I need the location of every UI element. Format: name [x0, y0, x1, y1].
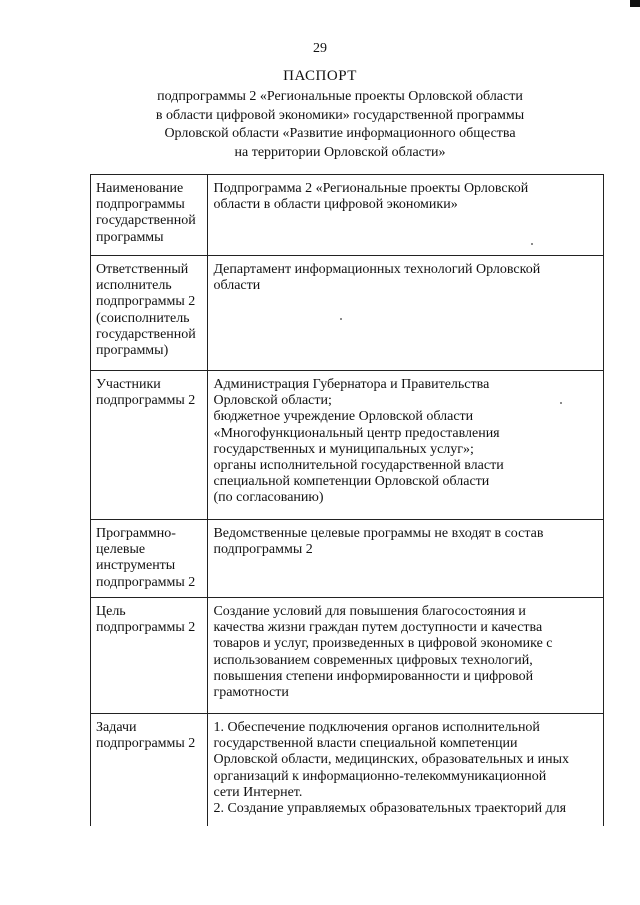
row-label: Наименование подпрограммы государственной программы	[91, 175, 208, 256]
scan-speck	[340, 318, 342, 320]
row-value: 1. Обеспечение подключения органов исполнительной государственной власти специальной компетенции Орловской области, медицинских, образовательных и иных организаций к информационно-телекоммуникационной сети Интернет. 2. Создание управляемых образовательных траекторий для	[208, 714, 604, 826]
row-label: Участники подпрограммы 2	[91, 371, 208, 520]
subtitle-line: Орловской области «Развитие информационного общества	[164, 126, 516, 141]
subtitle-line: подпрограммы 2 «Региональные проекты Орловской области	[157, 89, 523, 104]
row-value: Создание условий для повышения благосостояния и качества жизни граждан путем доступности и качества товаров и услуг, произведенных в цифровой экономике с использованием современных цифровых технологий, повышения степени информированности и цифровой грамотности	[208, 598, 604, 714]
scan-speck	[531, 243, 533, 245]
subtitle-line: на территории Орловской области»	[234, 144, 446, 160]
row-label: Цель подпрограммы 2	[91, 598, 208, 714]
document-subtitle	[130, 88, 550, 162]
scan-corner-mark	[630, 0, 640, 7]
page-number: 29	[313, 41, 327, 56]
row-value: Администрация Губернатора и Правительства Орловской области; бюджетное учреждение Орловской области «Многофункциональный центр предоставления государственных и муниципальных услуг»; органы исполнительной государственной власти специальной компетенции Орловской области (по согласованию)	[208, 371, 604, 520]
row-value: Ведомственные целевые программы не входят в состав подпрограммы 2	[208, 520, 604, 598]
passport-table	[90, 174, 604, 826]
table-row	[91, 520, 604, 598]
row-value: Подпрограмма 2 «Региональные проекты Орловской области в области цифровой экономики»	[208, 175, 604, 256]
document-title: ПАСПОРТ	[283, 68, 357, 84]
row-label: Ответственный исполнитель подпрограммы 2 (соисполнитель государственной программы)	[91, 256, 208, 371]
table-row	[91, 371, 604, 520]
table-row	[91, 598, 604, 714]
table-row	[91, 175, 604, 256]
row-label: Задачи подпрограммы 2	[91, 714, 208, 826]
subtitle-line: в области цифровой экономики» государственной программы	[155, 107, 525, 123]
scan-speck	[560, 402, 562, 404]
table-row	[91, 256, 604, 371]
row-label: Программно- целевые инструменты подпрограммы 2	[91, 520, 208, 598]
row-value: Департамент информационных технологий Орловской области	[208, 256, 604, 371]
table-row	[91, 714, 604, 826]
